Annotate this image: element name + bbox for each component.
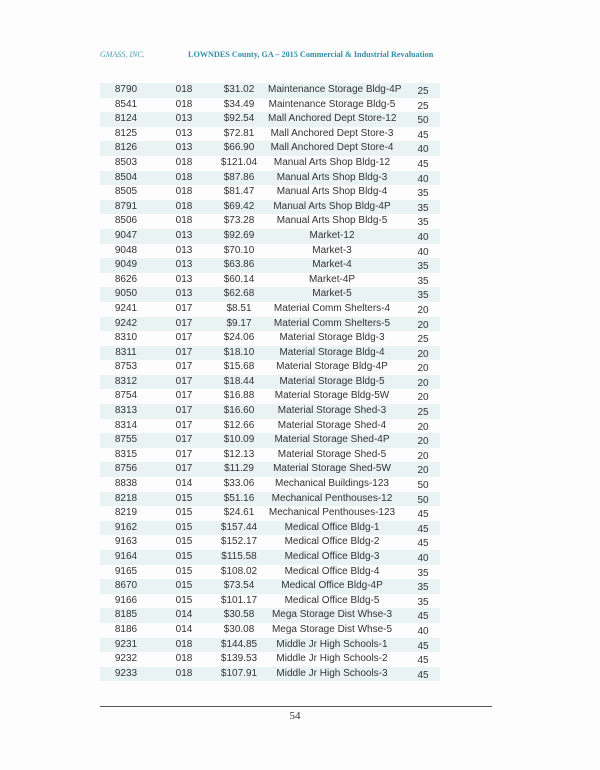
cell-description: Mall Anchored Dept Store-3 <box>270 127 394 139</box>
table-row <box>100 141 440 156</box>
cell-class: 018 <box>175 84 193 95</box>
cell-description: Material Storage Bldg-4 <box>279 346 385 358</box>
cell-life: 45 <box>417 523 429 535</box>
cell-class: 017 <box>175 361 193 373</box>
cell-description: Material Storage Shed-4 <box>277 419 387 431</box>
cell-class: 015 <box>175 594 193 606</box>
cell-class: 015 <box>175 551 193 562</box>
table-row <box>100 171 440 186</box>
cell-class: 015 <box>175 536 193 548</box>
table-row <box>100 404 440 419</box>
cell-cost: $152.17 <box>220 536 258 548</box>
cell-life: 20 <box>417 421 429 433</box>
cell-description: Mega Storage Dist Whse-5 <box>271 623 393 635</box>
cell-description: Manual Arts Shop Bldg-12 <box>273 156 391 168</box>
cell-life: 45 <box>417 538 429 550</box>
cell-description: Market-4P <box>308 273 356 285</box>
cell-life: 40 <box>417 231 429 243</box>
page-number: 54 <box>289 710 301 722</box>
cell-code: 8541 <box>114 98 138 110</box>
cell-code: 8219 <box>114 507 138 519</box>
cell-class: 018 <box>175 200 193 212</box>
cell-life: 40 <box>417 625 429 637</box>
cell-cost: $24.61 <box>223 507 255 519</box>
cell-class: 017 <box>175 405 193 417</box>
cell-code: 9242 <box>114 317 138 329</box>
cell-description: Manual Arts Shop Bldg-4P <box>273 200 391 212</box>
cell-code: 8790 <box>114 84 138 95</box>
cell-code: 8124 <box>114 113 138 125</box>
cell-code: 8125 <box>114 127 138 139</box>
cell-cost: $72.81 <box>223 127 255 139</box>
cell-code: 8504 <box>114 171 138 183</box>
cell-class: 013 <box>175 127 193 139</box>
cell-description: Mall Anchored Dept Store-12 <box>268 113 397 125</box>
cell-class: 017 <box>175 346 193 358</box>
cell-class: 013 <box>175 259 193 271</box>
company-name: GMASS, INC. <box>100 50 145 59</box>
table-row <box>100 535 440 550</box>
cell-description: Mega Storage Dist Whse-3 <box>271 609 393 621</box>
cell-class: 017 <box>175 317 193 329</box>
cell-life: 40 <box>417 246 429 258</box>
cell-class: 014 <box>175 478 193 490</box>
table-row <box>100 594 440 609</box>
cell-life: 20 <box>417 465 429 477</box>
cell-life: 20 <box>417 304 429 316</box>
table-row <box>100 579 440 594</box>
cell-code: 8315 <box>114 448 138 460</box>
cell-class: 017 <box>175 463 193 475</box>
cell-code: 8791 <box>114 200 138 212</box>
cell-code: 8753 <box>114 361 138 373</box>
cell-code: 8126 <box>114 142 138 154</box>
cell-description: Material Storage Shed-4P <box>274 434 390 446</box>
cell-life: 20 <box>417 392 429 404</box>
cell-cost: $92.69 <box>223 229 255 241</box>
cell-code: 8756 <box>114 463 138 475</box>
cell-code: 8626 <box>114 273 138 285</box>
cell-class: 013 <box>175 273 193 285</box>
cell-class: 015 <box>175 492 193 504</box>
cell-code: 8506 <box>114 215 138 227</box>
cell-description: Medical Office Bldg-2 <box>284 536 380 548</box>
table-row <box>100 331 440 346</box>
footer-rule <box>100 706 492 707</box>
cell-class: 013 <box>175 244 193 256</box>
table-row <box>100 492 440 507</box>
cell-cost: $144.85 <box>220 638 258 650</box>
cell-cost: $9.17 <box>226 317 252 329</box>
cell-class: 015 <box>175 565 193 577</box>
cell-life: 45 <box>417 129 429 141</box>
table-row <box>100 389 440 404</box>
cell-class: 017 <box>175 434 193 446</box>
cell-cost: $16.88 <box>223 390 255 402</box>
table-row <box>100 83 440 98</box>
cell-description: Maintenance Storage Bldg-5 <box>268 98 396 110</box>
cell-life: 20 <box>417 450 429 462</box>
cell-description: Middle Jr High Schools-2 <box>276 653 388 665</box>
cell-class: 018 <box>175 638 193 650</box>
table-row <box>100 521 440 536</box>
cell-code: 9241 <box>114 302 138 314</box>
cell-life: 45 <box>417 158 429 170</box>
cell-code: 9231 <box>114 638 138 650</box>
cell-life: 45 <box>417 640 429 652</box>
cell-code: 8185 <box>114 609 138 621</box>
table-row <box>100 214 440 229</box>
cell-description: Material Storage Bldg-4P <box>276 361 388 373</box>
cell-class: 017 <box>175 375 193 387</box>
cell-cost: $33.06 <box>223 478 255 490</box>
cell-description: Market-4 <box>312 259 352 271</box>
cell-life: 35 <box>417 217 429 229</box>
cell-cost: $34.49 <box>223 98 255 110</box>
cell-cost: $70.10 <box>223 244 255 256</box>
table-row <box>100 200 440 215</box>
cell-code: 9233 <box>114 667 138 679</box>
cell-code: 9166 <box>114 594 138 606</box>
cell-description: Medical Office Bldg-4P <box>281 580 383 592</box>
cell-class: 018 <box>175 653 193 665</box>
table-row <box>100 506 440 521</box>
cell-life: 45 <box>417 655 429 667</box>
cell-class: 017 <box>175 419 193 431</box>
cell-description: Mall Anchored Dept Store-4 <box>270 142 394 154</box>
cell-cost: $51.16 <box>223 492 255 504</box>
cell-description: Market-12 <box>309 229 355 241</box>
table-row <box>100 302 440 317</box>
table-row <box>100 652 440 667</box>
cell-cost: $115.58 <box>221 551 257 562</box>
cell-cost: $73.54 <box>223 580 255 592</box>
cell-code: 9050 <box>114 288 138 300</box>
cell-description: Material Storage Bldg-5W <box>274 390 390 402</box>
cell-cost: $101.17 <box>220 594 258 606</box>
cell-description: Material Storage Bldg-3 <box>279 332 385 344</box>
table-row <box>100 419 440 434</box>
table-row <box>100 477 440 492</box>
cell-code: 9163 <box>114 536 138 548</box>
cell-cost: $30.58 <box>223 609 255 621</box>
table-row <box>100 565 440 580</box>
cell-cost: $107.91 <box>220 667 258 679</box>
cell-cost: $60.14 <box>223 273 255 285</box>
cell-cost: $66.90 <box>223 142 255 154</box>
cell-description: Mechanical Penthouses-12 <box>271 492 393 504</box>
table-row <box>100 287 440 302</box>
table-row <box>100 185 440 200</box>
cell-cost: $24.06 <box>223 332 255 344</box>
table-row <box>100 375 440 390</box>
cell-code: 9232 <box>114 653 138 665</box>
cell-description: Material Comm Shelters-4 <box>273 302 391 314</box>
cell-class: 014 <box>175 623 193 635</box>
table-row <box>100 156 440 171</box>
cell-description: Manual Arts Shop Bldg-5 <box>276 215 388 227</box>
cell-description: Medical Office Bldg-5 <box>284 594 380 606</box>
cell-class: 018 <box>175 667 193 679</box>
cell-cost: $92.54 <box>223 113 255 125</box>
cell-cost: $31.02 <box>223 84 255 95</box>
cell-cost: $121.04 <box>220 156 258 168</box>
cell-life: 40 <box>417 144 429 156</box>
cell-life: 40 <box>417 553 429 564</box>
cell-life: 40 <box>417 173 429 185</box>
document-title: LOWNDES County, GA – 2015 Commercial & Industrial Revaluation <box>188 50 434 59</box>
cell-life: 20 <box>417 436 429 448</box>
cell-class: 013 <box>175 288 193 300</box>
cell-code: 8186 <box>114 623 138 635</box>
table-row <box>100 273 440 288</box>
cell-life: 45 <box>417 509 429 521</box>
cell-class: 017 <box>175 448 193 460</box>
cell-life: 35 <box>417 567 429 579</box>
cell-code: 8838 <box>114 478 138 490</box>
cell-life: 25 <box>417 334 429 346</box>
cell-life: 35 <box>417 582 429 594</box>
cell-code: 8503 <box>114 156 138 168</box>
cell-cost: $11.29 <box>224 463 254 475</box>
cell-description: Medical Office Bldg-1 <box>284 521 380 533</box>
table-row <box>100 244 440 259</box>
cell-code: 8310 <box>114 332 138 344</box>
cell-class: 013 <box>175 113 193 125</box>
cell-class: 017 <box>175 390 193 402</box>
cell-description: Material Comm Shelters-5 <box>273 317 391 329</box>
table-row <box>100 317 440 332</box>
cell-class: 018 <box>175 171 193 183</box>
cell-class: 018 <box>175 215 193 227</box>
cell-code: 8312 <box>114 375 138 387</box>
table-row <box>100 638 440 653</box>
cell-cost: $69.42 <box>223 200 255 212</box>
cell-cost: $63.86 <box>223 259 255 271</box>
cell-description: Maintenance Storage Bldg-4P <box>268 84 402 95</box>
cell-life: 20 <box>417 377 429 389</box>
cell-code: 9165 <box>114 565 138 577</box>
cell-cost: $108.02 <box>220 565 258 577</box>
cell-cost: $157.44 <box>220 521 258 533</box>
cell-class: 018 <box>175 98 193 110</box>
cell-code: 9164 <box>114 551 138 562</box>
cell-code: 9049 <box>114 259 138 271</box>
cell-cost: $10.09 <box>223 434 255 446</box>
cell-code: 8314 <box>114 419 138 431</box>
cell-cost: $8.51 <box>226 302 252 314</box>
table-row <box>100 623 440 638</box>
cell-life: 25 <box>417 86 429 97</box>
cost-table <box>100 83 440 681</box>
cell-code: 9162 <box>114 521 138 533</box>
cell-life: 35 <box>417 261 429 273</box>
cell-life: 35 <box>417 202 429 214</box>
table-row <box>100 229 440 244</box>
cell-cost: $73.28 <box>223 215 255 227</box>
cell-cost: $15.68 <box>223 361 255 373</box>
cell-class: 015 <box>175 521 193 533</box>
cell-life: 35 <box>417 290 429 302</box>
cell-code: 8670 <box>114 580 138 592</box>
cell-life: 35 <box>417 596 429 608</box>
cell-life: 45 <box>417 669 429 681</box>
cell-code: 8755 <box>114 434 138 446</box>
cell-life: 50 <box>417 115 429 127</box>
cell-description: Mechanical Buildings-123 <box>275 478 389 490</box>
cell-class: 015 <box>175 507 193 519</box>
cell-cost: $30.08 <box>223 623 255 635</box>
cell-cost: $18.44 <box>223 375 255 387</box>
cell-description: Material Storage Bldg-5 <box>279 375 385 387</box>
cell-life: 20 <box>417 363 429 375</box>
cell-cost: $12.66 <box>223 419 255 431</box>
cell-description: Manual Arts Shop Bldg-4 <box>276 186 388 198</box>
table-row <box>100 433 440 448</box>
cell-code: 9048 <box>114 244 138 256</box>
cell-description: Medical Office Bldg-3 <box>284 551 380 562</box>
cell-code: 8754 <box>114 390 138 402</box>
cell-life: 20 <box>417 348 429 360</box>
table-row <box>100 550 440 565</box>
cell-class: 018 <box>175 186 193 198</box>
cell-description: Market-5 <box>312 288 352 300</box>
table-row <box>100 360 440 375</box>
cell-life: 45 <box>417 611 429 623</box>
cell-class: 017 <box>175 332 193 344</box>
table-row <box>100 98 440 113</box>
cell-cost: $16.60 <box>223 405 255 417</box>
cell-code: 8218 <box>114 492 138 504</box>
cell-code: 8313 <box>114 405 138 417</box>
cell-class: 017 <box>175 302 193 314</box>
cell-class: 014 <box>175 609 193 621</box>
cell-life: 25 <box>417 407 429 419</box>
cell-class: 013 <box>175 142 193 154</box>
cell-cost: $139.53 <box>220 653 258 665</box>
cell-cost: $12.13 <box>223 448 255 460</box>
cell-life: 35 <box>417 275 429 287</box>
cell-class: 013 <box>175 229 193 241</box>
cell-code: 9047 <box>114 229 138 241</box>
cell-description: Manual Arts Shop Bldg-3 <box>276 171 388 183</box>
cell-description: Medical Office Bldg-4 <box>284 565 380 577</box>
cell-life: 25 <box>417 100 429 112</box>
cell-class: 015 <box>175 580 193 592</box>
table-row <box>100 448 440 463</box>
cell-code: 8505 <box>114 186 138 198</box>
cell-cost: $18.10 <box>223 346 255 358</box>
table-row <box>100 112 440 127</box>
cell-description: Market-3 <box>312 244 352 256</box>
cell-description: Material Storage Shed-3 <box>277 405 387 417</box>
table-row <box>100 608 440 623</box>
cell-description: Material Storage Shed-5 <box>277 448 387 460</box>
table-row <box>100 462 440 477</box>
table-row <box>100 667 440 682</box>
cell-code: 8311 <box>115 346 137 358</box>
table-row <box>100 346 440 361</box>
cell-cost: $62.68 <box>223 288 255 300</box>
cell-life: 20 <box>417 319 429 331</box>
cell-description: Mechanical Penthouses-123 <box>268 507 396 519</box>
cell-description: Material Storage Shed-5W <box>273 463 391 475</box>
table-row <box>100 127 440 142</box>
cell-life: 35 <box>417 188 429 200</box>
cell-description: Middle Jr High Schools-1 <box>276 638 388 650</box>
table-row <box>100 258 440 273</box>
cell-life: 50 <box>417 494 429 506</box>
cell-cost: $81.47 <box>223 186 255 198</box>
cell-cost: $87.86 <box>223 171 255 183</box>
cell-description: Middle Jr High Schools-3 <box>276 667 388 679</box>
cell-class: 018 <box>175 156 193 168</box>
cell-life: 50 <box>417 480 429 492</box>
